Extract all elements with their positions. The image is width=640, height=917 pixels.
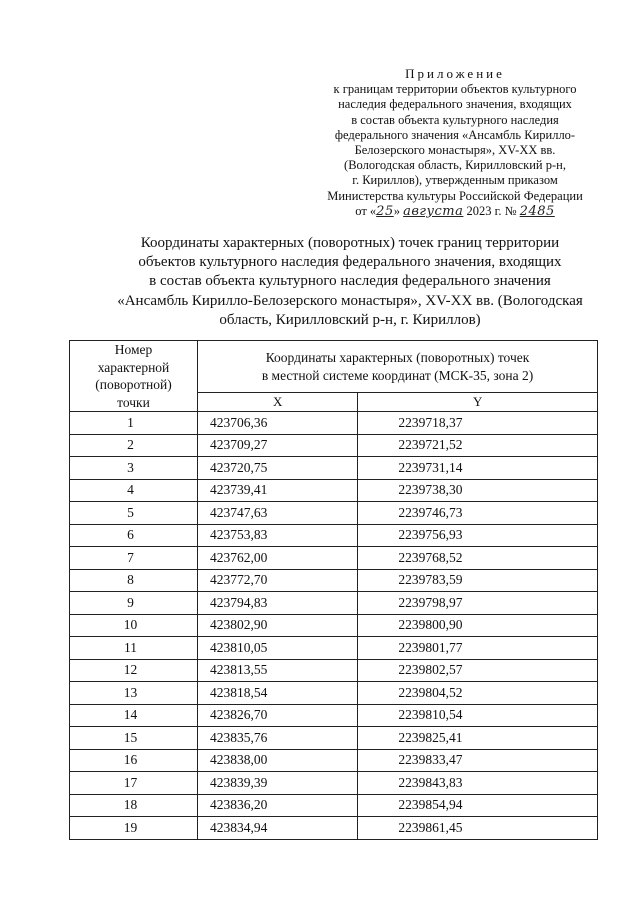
handwritten-order-number: 2485: [519, 203, 555, 219]
y-coordinate-cell: 2239861,45: [358, 817, 598, 840]
document-heading: [60, 234, 640, 330]
date-prefix: от «: [355, 203, 377, 218]
y-coordinate-cell: 2239783,59: [358, 569, 598, 592]
order-year: 2023 г. №: [466, 203, 517, 218]
y-coordinate-cell: 2239810,54: [358, 704, 598, 727]
point-number-cell: 11: [70, 637, 198, 660]
y-coordinate-cell: 2239801,77: [358, 637, 598, 660]
point-number-cell: 2: [70, 434, 198, 457]
point-number-cell: 19: [70, 817, 198, 840]
table-row: [70, 659, 598, 682]
point-number-cell: 17: [70, 772, 198, 795]
point-number-cell: 6: [70, 524, 198, 547]
table-row: [70, 772, 598, 795]
point-number-cell: 16: [70, 749, 198, 772]
y-coordinate-cell: 2239721,52: [358, 434, 598, 457]
point-number-header: [70, 341, 198, 412]
table-row: [70, 502, 598, 525]
table-row: [70, 434, 598, 457]
header-line: (поворотной): [95, 377, 172, 392]
heading-line: в состав объекта культурного наследия федерального значения: [149, 273, 551, 290]
header-line: Номер: [114, 342, 153, 357]
table-row: [70, 569, 598, 592]
x-coordinate-cell: 423813,55: [198, 659, 358, 682]
point-number-cell: 14: [70, 704, 198, 727]
x-coordinate-cell: 423794,83: [198, 592, 358, 615]
appendix-line: наследия федерального значения, входящих: [338, 97, 572, 112]
x-coordinate-cell: 423839,39: [198, 772, 358, 795]
table-row: [70, 637, 598, 660]
point-number-cell: 3: [70, 457, 198, 480]
appendix-line: Белозерского монастыря», XV-XX вв.: [354, 143, 556, 158]
x-coordinate-cell: 423706,36: [198, 412, 358, 435]
table-row: [70, 817, 598, 840]
point-number-cell: 4: [70, 479, 198, 502]
table-row: [70, 524, 598, 547]
x-coordinate-cell: 423834,94: [198, 817, 358, 840]
y-coordinate-cell: 2239718,37: [358, 412, 598, 435]
order-date-line: [300, 204, 610, 219]
table-row: [70, 592, 598, 615]
y-header: Y: [358, 393, 598, 412]
appendix-line: (Вологодская область, Кирилловский р-н,: [344, 158, 566, 173]
appendix-line: Министерства культуры Российской Федерации: [327, 188, 583, 203]
appendix-line: федерального значения «Ансамбль Кирилло-: [334, 127, 576, 142]
handwritten-month: августа: [403, 203, 464, 219]
point-number-cell: 12: [70, 659, 198, 682]
x-coordinate-cell: 423709,27: [198, 434, 358, 457]
table-row: [70, 749, 598, 772]
table-row: [70, 682, 598, 705]
x-coordinate-cell: 423810,05: [198, 637, 358, 660]
point-number-cell: 15: [70, 727, 198, 750]
heading-line: область, Кирилловский р-н, г. Кириллов): [219, 311, 481, 328]
appendix-line: г. Кириллов), утвержденным приказом: [352, 173, 558, 188]
y-coordinate-cell: 2239825,41: [358, 727, 598, 750]
heading-line: «Ансамбль Кирилло-Белозерского монастыря», XV-XX вв. (Вологодская: [117, 292, 583, 309]
handwritten-day: 25: [376, 203, 394, 219]
y-coordinate-cell: 2239843,83: [358, 772, 598, 795]
date-mid: »: [393, 203, 400, 218]
x-coordinate-cell: 423818,54: [198, 682, 358, 705]
point-number-cell: 7: [70, 547, 198, 570]
header-line: в местной системе координат (МСК-35, зона 2): [261, 367, 534, 383]
x-coordinate-cell: 423826,70: [198, 704, 358, 727]
point-number-cell: 5: [70, 502, 198, 525]
y-coordinate-cell: 2239854,94: [358, 794, 598, 817]
appendix-title: Приложение: [405, 66, 505, 81]
heading-line: объектов культурного наследия федерального значения, входящих: [138, 254, 562, 271]
table-row: [70, 457, 598, 480]
header-line: точки: [117, 394, 150, 410]
x-coordinate-cell: 423747,63: [198, 502, 358, 525]
table-row: [70, 479, 598, 502]
coordinates-table: [69, 340, 598, 840]
heading-line: Координаты характерных (поворотных) точек границ территории: [140, 235, 560, 251]
y-coordinate-cell: 2239800,90: [358, 614, 598, 637]
x-coordinate-cell: 423739,41: [198, 479, 358, 502]
x-coordinate-cell: 423838,00: [198, 749, 358, 772]
coordinates-header: [198, 341, 598, 393]
table-row: [70, 794, 598, 817]
y-coordinate-cell: 2239756,93: [358, 524, 598, 547]
y-coordinate-cell: 2239738,30: [358, 479, 598, 502]
table-row: [70, 727, 598, 750]
point-number-cell: 18: [70, 794, 198, 817]
x-coordinate-cell: 423772,70: [198, 569, 358, 592]
header-line: характерной: [97, 359, 170, 375]
x-coordinate-cell: 423836,20: [198, 794, 358, 817]
appendix-block: [300, 66, 610, 219]
y-coordinate-cell: 2239804,52: [358, 682, 598, 705]
appendix-line: в состав объекта культурного наследия: [351, 112, 559, 127]
table-row: [70, 704, 598, 727]
y-coordinate-cell: 2239746,73: [358, 502, 598, 525]
y-coordinate-cell: 2239802,57: [358, 659, 598, 682]
point-number-cell: 10: [70, 614, 198, 637]
x-coordinate-cell: 423835,76: [198, 727, 358, 750]
x-coordinate-cell: 423720,75: [198, 457, 358, 480]
point-number-cell: 1: [70, 412, 198, 435]
y-coordinate-cell: 2239833,47: [358, 749, 598, 772]
x-coordinate-cell: 423753,83: [198, 524, 358, 547]
appendix-line: к границам территории объектов культурного: [333, 82, 577, 97]
table-row: [70, 547, 598, 570]
y-coordinate-cell: 2239798,97: [358, 592, 598, 615]
y-coordinate-cell: 2239731,14: [358, 457, 598, 480]
point-number-cell: 9: [70, 592, 198, 615]
table-row: [70, 412, 598, 435]
x-header: X: [198, 393, 358, 412]
x-coordinate-cell: 423802,90: [198, 614, 358, 637]
point-number-cell: 13: [70, 682, 198, 705]
y-coordinate-cell: 2239768,52: [358, 547, 598, 570]
table-row: [70, 614, 598, 637]
point-number-cell: 8: [70, 569, 198, 592]
table-body: [70, 412, 598, 840]
header-line: Координаты характерных (поворотных) точек: [265, 349, 530, 365]
x-coordinate-cell: 423762,00: [198, 547, 358, 570]
